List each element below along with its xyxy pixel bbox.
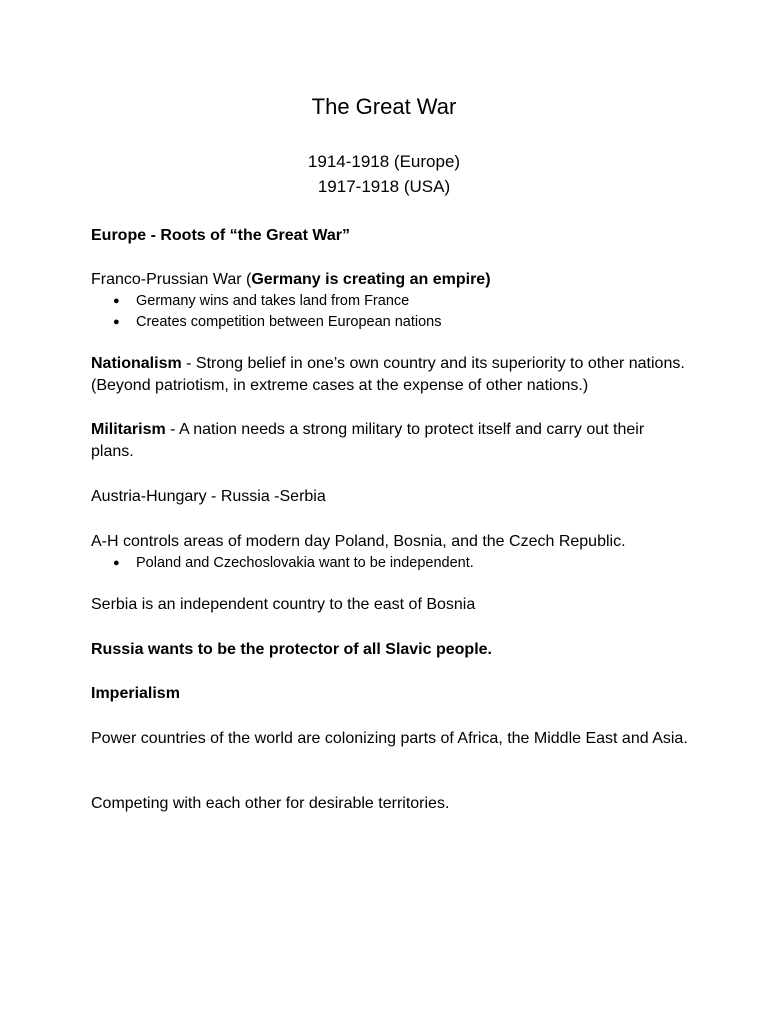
list-item: ● Germany wins and takes land from France (91, 291, 691, 312)
date-range (0, 149, 768, 199)
franco-prussian-bullets (91, 291, 691, 333)
franco-prussian-label: Franco-Prussian War ( (91, 271, 252, 288)
franco-prussian-bold: Germany is creating an empire) (251, 271, 491, 288)
bullet-icon: ● (113, 557, 120, 569)
franco-prussian-line (91, 269, 691, 291)
list-item: ● Poland and Czechoslovakia want to be independent. (91, 553, 691, 574)
document-title: The Great War (311, 94, 457, 119)
ah-controls-line: A-H controls areas of modern day Poland, Bosnia, and the Czech Republic. (91, 533, 626, 550)
russia-line: Russia wants to be the protector of all Slavic people. (91, 641, 492, 658)
roots-heading: Europe - Roots of “the Great War” (91, 227, 350, 244)
militarism-definition: - A nation needs a strong military to protect itself and carry out their plans. (91, 421, 645, 460)
imperialism-heading: Imperialism (91, 685, 180, 702)
bullet-icon: ● (113, 316, 120, 328)
serbia-line: Serbia is an independent country to the east of Bosnia (91, 596, 476, 613)
list-item: ● Creates competition between European nations (91, 312, 691, 333)
date-europe: 1914-1918 (Europe) (307, 152, 461, 171)
ah-controls-bullets (91, 553, 691, 574)
bullet-icon: ● (113, 295, 120, 307)
date-usa: 1917-1918 (USA) (317, 177, 451, 196)
competing-line: Competing with each other for desirable territories. (91, 795, 450, 812)
nationalism-definition: - Strong belief in one’s own country and its superiority to other nations. (Beyond patriotism, in extreme cases at the expense of other nations.) (91, 355, 685, 394)
power-countries-paragraph: Power countries of the world are colonizing parts of Africa, the Middle East and Asia. (91, 730, 688, 747)
nationalism-paragraph (91, 353, 691, 397)
nationalism-term: Nationalism (91, 355, 182, 372)
triad-line: Austria-Hungary - Russia -Serbia (91, 488, 326, 505)
militarism-paragraph (91, 419, 691, 463)
militarism-term: Militarism (91, 421, 166, 438)
